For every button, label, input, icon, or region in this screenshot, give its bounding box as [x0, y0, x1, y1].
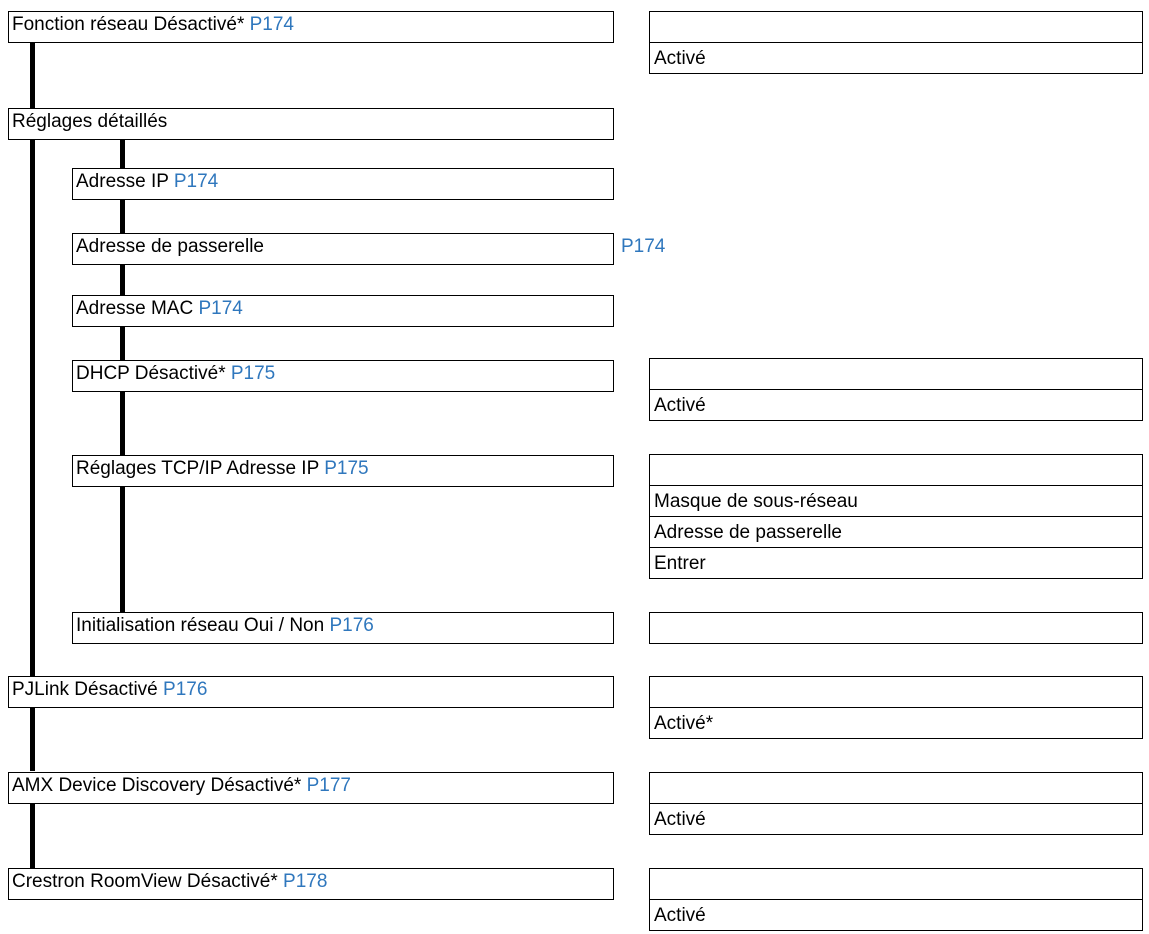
menu-item-fonction-reseau	[8, 11, 614, 43]
menu-item-reglages-detailles	[8, 108, 614, 140]
page-ref: P176	[163, 679, 208, 700]
option-box	[649, 358, 1143, 390]
main-tree-line-lower-1	[30, 706, 35, 771]
menu-item-adresse-ip	[72, 168, 614, 200]
menu-label: Adresse de passerelle	[76, 236, 264, 257]
option-box: Activé	[649, 389, 1143, 421]
menu-item-adresse-passerelle	[72, 233, 614, 265]
page-ref: P176	[329, 615, 374, 636]
option-box	[649, 772, 1143, 804]
menu-item-tcpip	[72, 455, 614, 487]
option-box	[649, 676, 1143, 708]
menu-item-pjlink	[8, 676, 614, 708]
option-box: Activé	[649, 42, 1143, 74]
option-box: Entrer	[649, 547, 1143, 579]
menu-label: Fonction réseau Désactivé*	[12, 14, 245, 35]
option-box	[649, 11, 1143, 43]
option-box: Masque de sous-réseau	[649, 485, 1143, 517]
menu-item-initialisation-reseau	[72, 612, 614, 644]
option-box	[649, 612, 1143, 644]
page-ref: P177	[306, 775, 351, 796]
menu-label: Crestron RoomView Désactivé*	[12, 871, 278, 892]
option-box: Activé	[649, 803, 1143, 835]
menu-label: Adresse IP	[76, 171, 169, 192]
option-box	[649, 454, 1143, 486]
menu-item-adresse-mac	[72, 295, 614, 327]
option-box: Activé*	[649, 707, 1143, 739]
menu-label: Réglages TCP/IP Adresse IP	[76, 458, 319, 479]
menu-item-crestron	[8, 868, 614, 900]
menu-label: Adresse MAC	[76, 298, 194, 319]
page-ref: P174	[198, 298, 243, 319]
menu-label: Initialisation réseau Oui / Non	[76, 615, 325, 636]
option-box: Adresse de passerelle	[649, 516, 1143, 548]
main-tree-line-lower-2	[30, 804, 35, 869]
menu-label: DHCP Désactivé*	[76, 363, 226, 384]
option-box	[649, 868, 1143, 900]
menu-item-amx	[8, 772, 614, 804]
page-ref: P175	[230, 363, 276, 384]
page-ref-outside: P174	[621, 236, 666, 257]
menu-label: Réglages détaillés	[12, 111, 168, 132]
page-ref: P178	[283, 871, 328, 892]
page-ref: P174	[173, 171, 219, 192]
menu-item-dhcp	[72, 360, 614, 392]
page-ref: P175	[324, 458, 369, 479]
menu-label: AMX Device Discovery Désactivé*	[12, 775, 302, 796]
menu-label: PJLink Désactivé	[12, 679, 158, 700]
option-box: Activé	[649, 899, 1143, 931]
page-ref: P174	[249, 14, 294, 35]
